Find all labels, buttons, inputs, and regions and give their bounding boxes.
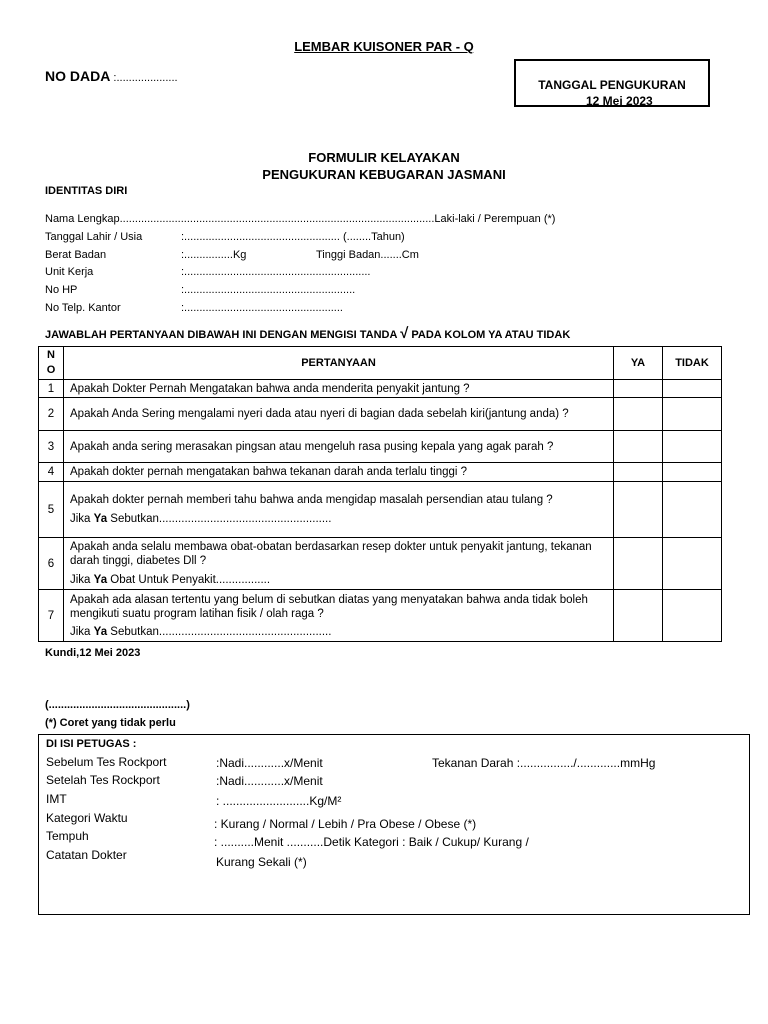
table-row [39,482,722,538]
col-no-2: O [46,364,56,376]
tidak-cell[interactable] [663,431,722,463]
sub-bold: Ya [93,574,108,586]
table-row [39,431,722,463]
place-date: Kundi,12 Mei 2023 [45,647,141,659]
sub-prefix: Jika [70,512,94,525]
row-number: 5 [39,482,64,538]
time-category-label: Kategori Waktu [46,811,128,825]
question-text: Apakah dokter pernah mengatakan bahwa tekanan darah anda terlalu tinggi ? [64,463,614,482]
col-ya-header: YA [614,347,663,380]
after-test-value: :Nadi............x/Menit [216,774,323,788]
ya-cell[interactable] [614,590,663,642]
sub-bold: Ya [93,625,108,638]
question-cell [64,482,614,538]
question-text: Apakah Anda Sering mengalami nyeri dada atau nyeri di bagian dada sebelah kiri(jantung anda) ? [64,398,614,431]
birth-label: Tanggal Lahir / Usia [45,231,143,243]
question-text: Apakah dokter pernah memberi tahu bahwa anda mengidap masalah persendian atau tulang ? [70,493,553,506]
row-number: 1 [39,380,64,398]
weight-label: Berat Badan [45,249,107,261]
table-header-row [39,347,722,380]
question-subline [70,625,607,639]
col-question-header: PERTANYAAN [64,347,614,380]
height-field: Tinggi Badan.......Cm [316,249,419,261]
birth-value: :................................................... (........Tahun) [181,231,405,243]
question-subline [70,573,607,587]
question-text: Apakah anda sering merasakan pingsan atau mengeluh rasa pusing kepala yang agak parah ? [64,431,614,463]
unit-value: :............................................................. [181,266,371,278]
tidak-cell[interactable] [663,398,722,431]
check-mark-icon: √ [400,325,409,342]
row-number: 7 [39,590,64,642]
tidak-cell[interactable] [663,380,722,398]
tidak-cell[interactable] [663,482,722,538]
sub-suffix: Obat Untuk Penyakit................. [107,574,271,586]
col-no-1: N [47,349,55,361]
time-value: : ..........Menit ...........Detik Kategori : Baik / Cukup/ Kurang / [214,835,529,849]
row-number: 2 [39,398,64,431]
ya-cell[interactable] [614,398,663,431]
date-value: 12 Mei 2023 [586,94,653,108]
instruction-after: PADA KOLOM YA ATAU TIDAK [408,329,571,341]
col-no-header [39,347,64,380]
signature-line: (.............................................) [45,699,190,711]
table-row [39,538,722,590]
tidak-cell[interactable] [663,463,722,482]
ya-cell[interactable] [614,538,663,590]
no-dada-label: NO DADA [45,68,111,84]
ya-cell[interactable] [614,431,663,463]
after-test-label: Setelah Tes Rockport [46,773,160,787]
identity-heading: IDENTITAS DIRI [45,185,128,197]
row-number: 6 [39,538,64,590]
bmi-category-value: : Kurang / Normal / Lebih / Pra Obese / Obese (*) [214,817,477,831]
imt-value: : ..........................Kg/M² [216,794,342,808]
footnote: (*) Coret yang tidak perlu [45,717,176,729]
form-title-line2: PENGUKURAN KEBUGARAN JASMANI [262,167,506,182]
question-text: Apakah ada alasan tertentu yang belum di sebutkan diatas yang menyatakan bahwa anda tidak boleh mengikuti suatu program latihan fisik / olah raga ? [70,593,588,620]
time-category-label-2: Tempuh [46,829,89,843]
hp-label: No HP [45,284,78,296]
sub-prefix: Jika [70,574,94,586]
phone-value: :.................................................... [181,302,343,314]
no-dada-value: :.................... [110,72,178,84]
phone-label: No Telp. Kantor [45,302,121,314]
question-text: Apakah Dokter Pernah Mengatakan bahwa anda menderita penyakit jantung ? [64,380,614,398]
date-box [514,59,710,107]
no-dada-field [45,68,178,84]
ya-cell[interactable] [614,463,663,482]
before-test-label: Sebelum Tes Rockport [46,755,167,769]
unit-label: Unit Kerja [45,266,94,278]
row-number: 4 [39,463,64,482]
officer-heading: DI ISI PETUGAS : [46,738,137,750]
table-row [39,398,722,431]
row-number: 3 [39,431,64,463]
imt-label: IMT [46,792,67,806]
question-table [38,346,722,642]
table-row [39,380,722,398]
tidak-cell[interactable] [663,590,722,642]
question-cell [64,590,614,642]
before-test-value: :Nadi............x/Menit [216,756,323,770]
sub-bold: Ya [93,512,108,525]
sub-prefix: Jika [70,625,94,638]
col-tidak-header: TIDAK [663,347,722,380]
form-title-line1: FORMULIR KELAYAKAN [308,150,460,165]
question-cell [64,538,614,590]
question-subline [70,510,607,529]
blood-pressure-field: Tekanan Darah :................/.............mmHg [432,756,656,770]
name-field: Nama Lengkap.......................................................................................................Laki-laki / Perempuan (*) [45,213,556,225]
sub-suffix: Sebutkan...................................................... [107,512,332,525]
doctor-notes-label: Catatan Dokter [46,848,127,862]
tidak-cell[interactable] [663,538,722,590]
table-row [39,463,722,482]
question-text: Apakah anda selalu membawa obat-obatan berdasarkan resep dokter untuk penyakit jantung, tekanan darah tinggi, diabetes Dll ? [70,541,592,567]
instruction [45,325,570,342]
ya-cell[interactable] [614,380,663,398]
very-poor-category: Kurang Sekali (*) [216,855,307,869]
sub-suffix: Sebutkan...................................................... [107,625,332,638]
hp-value: :........................................................ [181,284,356,296]
page-title: LEMBAR KUISONER PAR - Q [294,39,474,54]
instruction-before: JAWABLAH PERTANYAAN DIBAWAH INI DENGAN MENGISI TANDA [45,329,401,341]
date-label: TANGGAL PENGUKURAN [538,78,686,92]
weight-value: :................Kg [181,249,247,261]
ya-cell[interactable] [614,482,663,538]
table-row [39,590,722,642]
